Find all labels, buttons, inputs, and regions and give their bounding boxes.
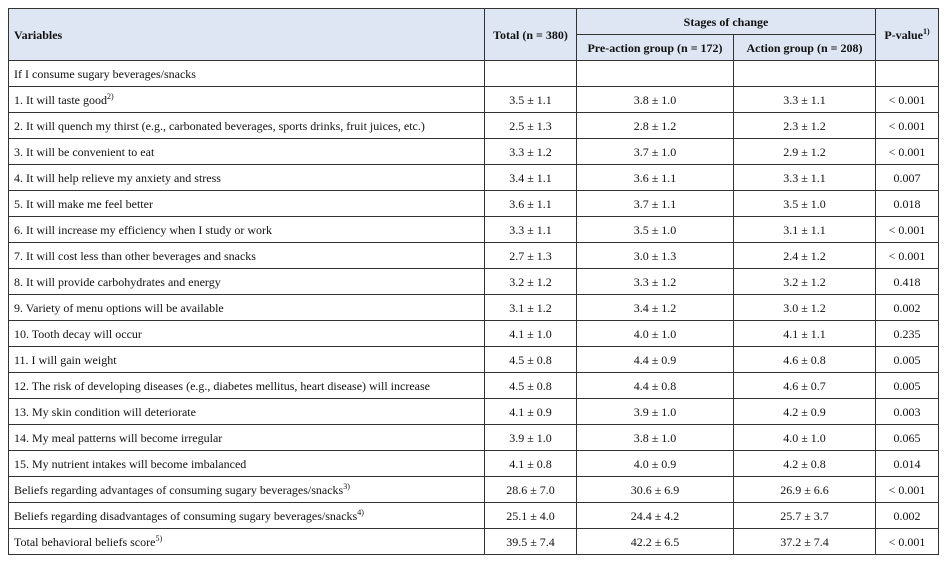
row-total: 3.2 ± 1.2 (485, 269, 577, 295)
row-p-value: < 0.001 (876, 113, 939, 139)
row-pre-action: 3.4 ± 1.2 (577, 295, 734, 321)
row-footnote: 5) (155, 533, 163, 543)
empty-cell (577, 61, 734, 87)
row-variable (9, 477, 485, 503)
row-total: 2.5 ± 1.3 (485, 113, 577, 139)
row-action: 3.0 ± 1.2 (734, 295, 876, 321)
row-variable (9, 373, 485, 399)
row-pre-action: 4.4 ± 0.8 (577, 373, 734, 399)
table-header (9, 9, 939, 61)
row-pre-action: 3.7 ± 1.1 (577, 191, 734, 217)
row-variable-label: Beliefs regarding disadvantages of consuming sugary beverages/snacks (14, 508, 358, 523)
row-pre-action: 3.8 ± 1.0 (577, 87, 734, 113)
row-total: 3.5 ± 1.1 (485, 87, 577, 113)
row-variable (9, 139, 485, 165)
empty-cell (485, 61, 577, 87)
row-p-value: < 0.001 (876, 87, 939, 113)
row-pre-action: 3.7 ± 1.0 (577, 139, 734, 165)
header-p-value-footnote: 1) (923, 26, 930, 36)
table-row (9, 87, 939, 113)
table-row (9, 321, 939, 347)
row-total: 4.1 ± 0.8 (485, 451, 577, 477)
header-p-value-label: P-value (884, 27, 924, 42)
row-p-value: < 0.001 (876, 529, 939, 555)
row-pre-action: 3.6 ± 1.1 (577, 165, 734, 191)
row-action: 3.3 ± 1.1 (734, 87, 876, 113)
row-action: 3.3 ± 1.1 (734, 165, 876, 191)
row-action: 4.0 ± 1.0 (734, 425, 876, 451)
header-p-value (876, 9, 939, 61)
row-variable (9, 503, 485, 529)
row-p-value: 0.002 (876, 503, 939, 529)
row-variable (9, 321, 485, 347)
row-p-value: 0.005 (876, 347, 939, 373)
row-total: 4.1 ± 1.0 (485, 321, 577, 347)
row-action: 4.1 ± 1.1 (734, 321, 876, 347)
row-pre-action: 30.6 ± 6.9 (577, 477, 734, 503)
row-action: 4.2 ± 0.8 (734, 451, 876, 477)
table-row (9, 503, 939, 529)
row-variable-label: 11. I will gain weight (14, 352, 117, 367)
row-pre-action: 4.0 ± 0.9 (577, 451, 734, 477)
row-p-value: 0.002 (876, 295, 939, 321)
row-variable (9, 529, 485, 555)
row-total: 3.6 ± 1.1 (485, 191, 577, 217)
row-pre-action: 3.3 ± 1.2 (577, 269, 734, 295)
row-footnote: 2) (107, 91, 114, 101)
table-row (9, 347, 939, 373)
row-action: 25.7 ± 3.7 (734, 503, 876, 529)
row-p-value: 0.235 (876, 321, 939, 347)
row-variable (9, 113, 485, 139)
table-row (9, 113, 939, 139)
row-p-value: 0.418 (876, 269, 939, 295)
row-variable-label: 6. It will increase my efficiency when I study or work (14, 222, 273, 237)
row-pre-action: 3.8 ± 1.0 (577, 425, 734, 451)
row-pre-action: 24.4 ± 4.2 (577, 503, 734, 529)
row-pre-action: 4.0 ± 1.0 (577, 321, 734, 347)
row-total: 4.1 ± 0.9 (485, 399, 577, 425)
row-action: 2.3 ± 1.2 (734, 113, 876, 139)
row-pre-action: 4.4 ± 0.9 (577, 347, 734, 373)
row-p-value: 0.007 (876, 165, 939, 191)
row-total: 25.1 ± 4.0 (485, 503, 577, 529)
table-row (9, 529, 939, 555)
row-variable-label: 4. It will help relieve my anxiety and stress (14, 170, 221, 185)
section-row (9, 61, 939, 87)
row-variable-label: 8. It will provide carbohydrates and energy (14, 274, 221, 289)
row-p-value: < 0.001 (876, 477, 939, 503)
table-row (9, 243, 939, 269)
table-body (9, 61, 939, 555)
row-total: 3.9 ± 1.0 (485, 425, 577, 451)
table-row (9, 399, 939, 425)
row-action: 3.1 ± 1.1 (734, 217, 876, 243)
row-pre-action: 42.2 ± 6.5 (577, 529, 734, 555)
header-total: Total (n = 380) (485, 9, 577, 61)
row-action: 2.4 ± 1.2 (734, 243, 876, 269)
row-p-value: < 0.001 (876, 217, 939, 243)
row-total: 28.6 ± 7.0 (485, 477, 577, 503)
row-variable-label: 9. Variety of menu options will be available (14, 300, 224, 315)
row-pre-action: 3.5 ± 1.0 (577, 217, 734, 243)
row-action: 4.6 ± 0.8 (734, 347, 876, 373)
row-action: 4.6 ± 0.7 (734, 373, 876, 399)
row-total: 3.3 ± 1.1 (485, 217, 577, 243)
row-variable (9, 269, 485, 295)
row-pre-action: 2.8 ± 1.2 (577, 113, 734, 139)
header-action-group: Action group (n = 208) (734, 35, 876, 61)
row-variable-label: 1. It will taste good (14, 92, 107, 107)
row-variable (9, 295, 485, 321)
row-p-value: 0.018 (876, 191, 939, 217)
header-variables: Variables (9, 9, 485, 61)
row-action: 3.5 ± 1.0 (734, 191, 876, 217)
section-label: If I consume sugary beverages/snacks (9, 61, 485, 87)
row-p-value: 0.005 (876, 373, 939, 399)
row-variable-label: 3. It will be convenient to eat (14, 144, 155, 159)
row-action: 26.9 ± 6.6 (734, 477, 876, 503)
beliefs-table (8, 8, 939, 555)
row-variable-label: 14. My meal patterns will become irregular (14, 430, 223, 445)
row-p-value: 0.014 (876, 451, 939, 477)
row-total: 4.5 ± 0.8 (485, 347, 577, 373)
row-action: 37.2 ± 7.4 (734, 529, 876, 555)
table-row (9, 191, 939, 217)
table-row (9, 451, 939, 477)
table-row (9, 295, 939, 321)
header-pre-action-group: Pre-action group (n = 172) (577, 35, 734, 61)
row-variable (9, 191, 485, 217)
table-row (9, 425, 939, 451)
row-variable (9, 217, 485, 243)
row-total: 3.4 ± 1.1 (485, 165, 577, 191)
row-p-value: 0.003 (876, 399, 939, 425)
row-variable (9, 399, 485, 425)
row-variable-label: 2. It will quench my thirst (e.g., carbonated beverages, sports drinks, fruit juices, etc.) (14, 118, 425, 133)
row-variable (9, 451, 485, 477)
row-variable (9, 425, 485, 451)
row-p-value: 0.065 (876, 425, 939, 451)
empty-cell (734, 61, 876, 87)
row-variable-label: Beliefs regarding advantages of consuming sugary beverages/snacks (14, 482, 344, 497)
row-variable-label: 7. It will cost less than other beverages and snacks (14, 248, 256, 263)
row-variable (9, 87, 485, 113)
row-variable (9, 347, 485, 373)
row-variable (9, 243, 485, 269)
row-action: 2.9 ± 1.2 (734, 139, 876, 165)
table-row (9, 217, 939, 243)
row-variable-label: 13. My skin condition will deteriorate (14, 404, 196, 419)
row-pre-action: 3.0 ± 1.3 (577, 243, 734, 269)
row-action: 4.2 ± 0.9 (734, 399, 876, 425)
row-footnote: 4) (357, 507, 364, 517)
row-total: 3.1 ± 1.2 (485, 295, 577, 321)
table-row (9, 139, 939, 165)
empty-cell (876, 61, 939, 87)
row-variable-label: 10. Tooth decay will occur (14, 326, 142, 341)
row-total: 3.3 ± 1.2 (485, 139, 577, 165)
row-variable-label: 15. My nutrient intakes will become imbalanced (14, 456, 247, 471)
row-variable (9, 165, 485, 191)
row-variable-label: Total behavioral beliefs score (14, 534, 156, 549)
row-p-value: < 0.001 (876, 139, 939, 165)
row-footnote: 3) (343, 481, 350, 491)
row-variable-label: 5. It will make me feel better (14, 196, 153, 211)
row-action: 3.2 ± 1.2 (734, 269, 876, 295)
row-p-value: < 0.001 (876, 243, 939, 269)
table-row (9, 477, 939, 503)
header-stages-of-change: Stages of change (577, 9, 876, 35)
table-row (9, 373, 939, 399)
row-total: 39.5 ± 7.4 (485, 529, 577, 555)
table-row (9, 165, 939, 191)
row-total: 4.5 ± 0.8 (485, 373, 577, 399)
row-pre-action: 3.9 ± 1.0 (577, 399, 734, 425)
row-variable-label: 12. The risk of developing diseases (e.g., diabetes mellitus, heart disease) will increase (14, 378, 430, 393)
row-total: 2.7 ± 1.3 (485, 243, 577, 269)
table-row (9, 269, 939, 295)
